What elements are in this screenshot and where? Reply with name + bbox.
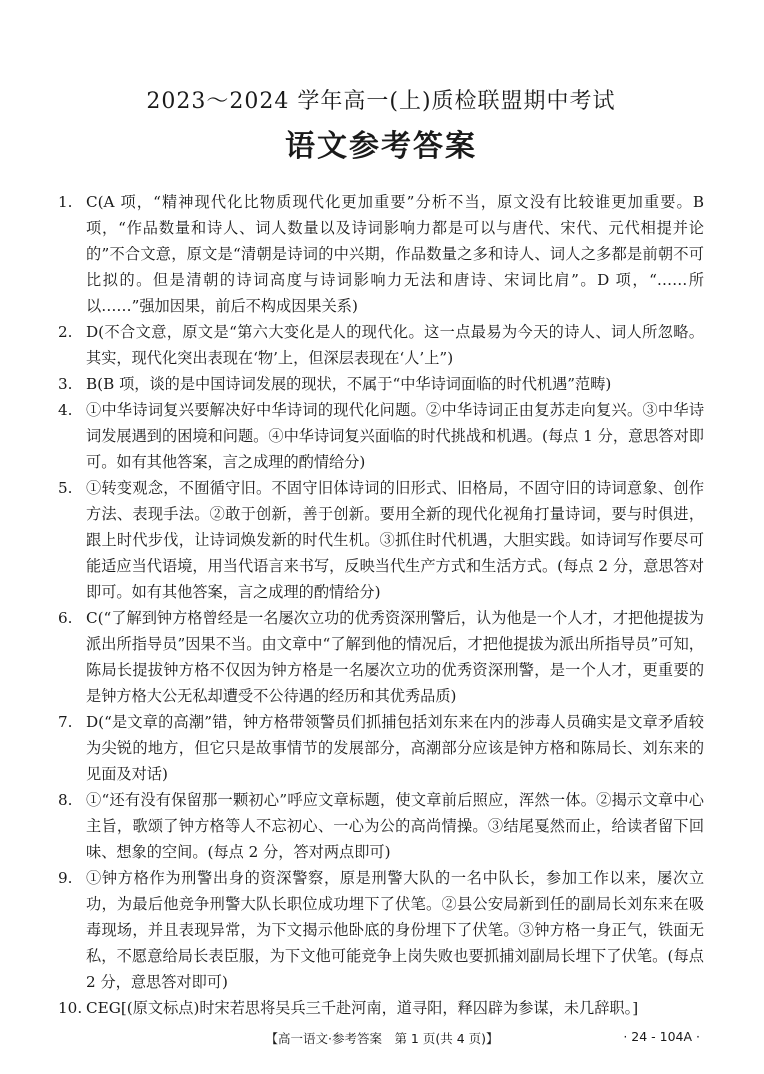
answer-item-5 [58,475,704,605]
answer-text: ①中华诗词复兴要解决好中华诗词的现代化问题。②中华诗词正由复苏走向复兴。③中华诗词发展遇到的困境和问题。④中华诗词复兴面临的时代挑战和机遇。(每点 1 分，意思答对即可。如有其他答案，言之成理的酌情给分) [86,401,704,471]
answer-item-6 [58,605,704,709]
answer-number: 5. [58,479,73,497]
answer-item-2 [58,319,704,371]
footer-code: · 24 - 104A · [623,1029,700,1044]
answer-list [58,189,704,1021]
answer-item-10 [58,995,704,1021]
answer-text: D(不合文意，原文是“第六大变化是人的现代化。这一点最易为今天的诗人、词人所忽略。其实，现代化突出表现在‘物’上，但深层表现在‘人’上”) [86,323,704,367]
answer-text: D(“是文章的高潮”错，钟方格带领警员们抓捕包括刘东来在内的涉毒人员确实是文章矛盾较为尖锐的地方，但它只是故事情节的发展部分，高潮部分应该是钟方格和陈局长、刘东来的见面及对话) [86,713,704,783]
answer-item-7 [58,709,704,787]
answer-number: 7. [58,713,73,731]
answer-text: ①“还有没有保留那一颗初心”呼应文章标题，使文章前后照应，浑然一体。②揭示文章中心主旨，歌颂了钟方格等人不忘初心、一心为公的高尚情操。③结尾戛然而止，给读者留下回味、想象的空间。(每点 2 分，答对两点即可) [86,791,704,861]
footer-page-info: 【高一语文·参考答案 第 1 页(共 4 页)】 [265,1031,499,1046]
answer-number: 4. [58,401,73,419]
answer-text: ①钟方格作为刑警出身的资深警察，原是刑警大队的一名中队长，参加工作以来，屡次立功，为最后他竞争刑警大队长职位成功埋下了伏笔。②县公安局新到任的副局长刘东来在吸毒现场，并且表现异常，为下文揭示他卧底的身份埋下了伏笔。③钟方格一身正气，铁面无私，不愿意给局长表臣服，为下文他可能竞争上岗失败也要抓捕刘副局长埋下了伏笔。(每点 2 分，意思答对即可) [86,869,704,991]
answer-text: C(“了解到钟方格曾经是一名屡次立功的优秀资深刑警后，认为他是一个人才，才把他提拔为派出所指导员”因果不当。由文章中“了解到他的情况后，才把他提拔为派出所指导员”可知，陈局长提拔钟方格不仅因为钟方格是一名屡次立功的优秀资深刑警，是一个人才，更重要的是钟方格大公无私却遭受不公待遇的经历和其优秀品质) [86,609,704,705]
answer-item-1 [58,189,704,319]
answer-number: 6. [58,609,73,627]
answer-item-4 [58,397,704,475]
answer-number: 2. [58,323,73,341]
answer-number: 10. [58,999,83,1017]
answer-item-8 [58,787,704,865]
page-title: 2023～2024 学年高一(上)质检联盟期中考试 [146,89,616,114]
answer-text: B(B 项，谈的是中国诗词发展的现状，不属于“中华诗词面临的时代机遇”范畴) [86,375,612,393]
answer-item-9 [58,865,704,995]
answer-text: ①转变观念，不囿循守旧。不固守旧体诗词的旧形式、旧格局，不固守旧的诗词意象、创作方法、表现手法。②敢于创新，善于创新。要用全新的现代化视角打量诗词，要与时俱进，跟上时代步伐，让诗词焕发新的时代生机。③抓住时代机遇，大胆实践。如诗词写作要尽可能适应当代语境，用当代语言来书写，反映当代生产方式和生活方式。(每点 2 分，意思答对即可。如有其他答案，言之成理的酌情给分) [86,479,704,601]
answer-number: 9. [58,869,73,887]
answer-number: 1. [58,193,73,211]
answer-text: C(A 项，“精神现代化比物质现代化更加重要”分析不当，原文没有比较谁更加重要。B 项，“作品数量和诗人、词人数量以及诗词影响力都是可以与唐代、宋代、元代相提并论的”不合文意，原文是“清朝是诗词的中兴期，作品数量之多和诗人、词人之多都是前朝不可比拟的。但是清朝的诗词高度与诗词影响力无法和唐诗、宋词比肩”。D 项，“……所以……”强加因果，前后不构成因果关系) [86,193,704,315]
answer-item-3 [58,371,704,397]
answer-number: 3. [58,375,73,393]
answer-text: CEG[(原文标点)时宋若思将吴兵三千赴河南，道寻阳，释囚辟为参谋，未几辞职。] [86,999,639,1017]
page-subtitle: 语文参考答案 [285,129,477,164]
answer-number: 8. [58,791,73,809]
